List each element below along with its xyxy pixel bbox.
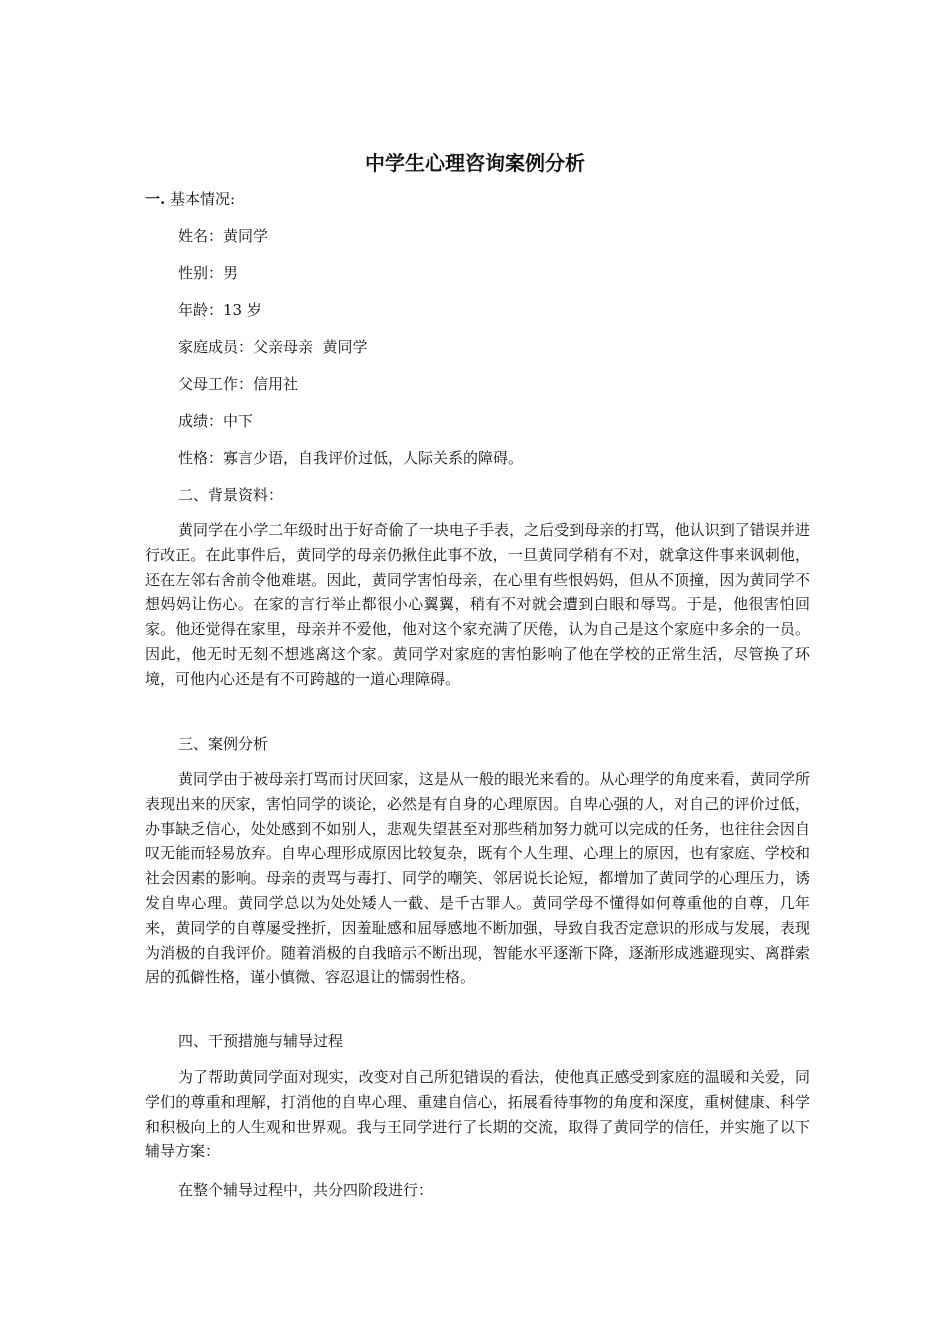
field-family-members: 家庭成员：父亲母亲 黄同学 [178,338,368,356]
field-gender: 性别：男 [178,264,239,282]
field-name: 姓名：黄同学 [178,227,269,245]
field-grades: 成绩：中下 [178,412,254,430]
section-1-number: 一. [145,190,166,208]
section-3-paragraph: 黄同学由于被母亲打骂而讨厌回家，这是从一般的眼光来看的。从心理学的角度来看，黄同学所表现出来的厌家，害怕同学的谈论，必然是有自身的心理原因。自卑心强的人，对自己的评价过低，办事缺乏信心，处处感到不如别人，悲观失望甚至对那些稍加努力就可以完成的任务，也往往会因自叹无能而轻易放弃。自卑心理形成原因比较复杂，既有个人生理、心理上的原因，也有家庭、学校和社会因素的影响。母亲的责骂与毒打、同学的嘲笑、邻居说长论短，都增加了黄同学的心理压力，诱发自卑心理。黄同学总以为处处矮人一截、是千古罪人。黄同学母不懂得如何尊重他的自尊，几年来，黄同学的自尊屡受挫折，因羞耻感和屈辱感地不断加强，导致自我否定意识的形成与发展，表现为消极的自我评价。随着消极的自我暗示不断出现，智能水平逐渐下降，逐渐形成逃避现实、离群索居的孤僻性格，谨小慎微、容忍退让的懦弱性格。 [145,770,810,987]
section-4-paragraph: 为了帮助黄同学面对现实，改变对自己所犯错误的看法，使他真正感受到家庭的温暖和关爱，同学们的尊重和理解，打消他的自卑心理、重建自信心，拓展看待事物的角度和深度，重树健康、科学和积极向上的人生观和世界观。我与王同学进行了长期的交流，取得了黄同学的信任，并实施了以下辅导方案： [145,1068,810,1161]
section-3-heading: 三、案例分析 [178,735,269,753]
field-personality: 性格：寡言少语，自我评价过低，人际关系的障碍。 [178,449,524,467]
section-4-heading: 四、干预措施与辅导过程 [178,1032,344,1050]
section-2-paragraph: 黄同学在小学二年级时出于好奇偷了一块电子手表，之后受到母亲的打骂，他认识到了错误并进行改正。在此事件后，黄同学的母亲仍揪住此事不放，一旦黄同学稍有不对，就拿这件事来讽刺他，还在左邻右舍前令他难堪。因此，黄同学害怕母亲，在心里有些恨妈妈，但从不顶撞，因为黄同学不想妈妈让伤心。在家的言行举止都很小心翼翼，稍有不对就会遭到白眼和辱骂。于是，他很害怕回家。他还觉得在家里，母亲并不爱他，他对这个家充满了厌倦，认为自己是这个家庭中多余的一员。因此，他无时无刻不想逃离这个家。黄同学对家庭的害怕影响了他在学校的正常生活，尽管换了环境，可他内心还是有不可跨越的一道心理障碍。 [145,521,810,688]
section-1-title: 基本情况: [170,190,236,208]
field-age: 年龄：13 岁 [178,301,262,319]
section-4-closing: 在整个辅导过程中，共分四阶段进行： [178,1181,434,1199]
section-2-heading: 二、背景资料： [178,486,284,504]
section-1-heading [145,188,235,210]
document-title: 中学生心理咨询案例分析 [365,151,585,175]
field-parents-work: 父母工作：信用社 [178,375,299,393]
